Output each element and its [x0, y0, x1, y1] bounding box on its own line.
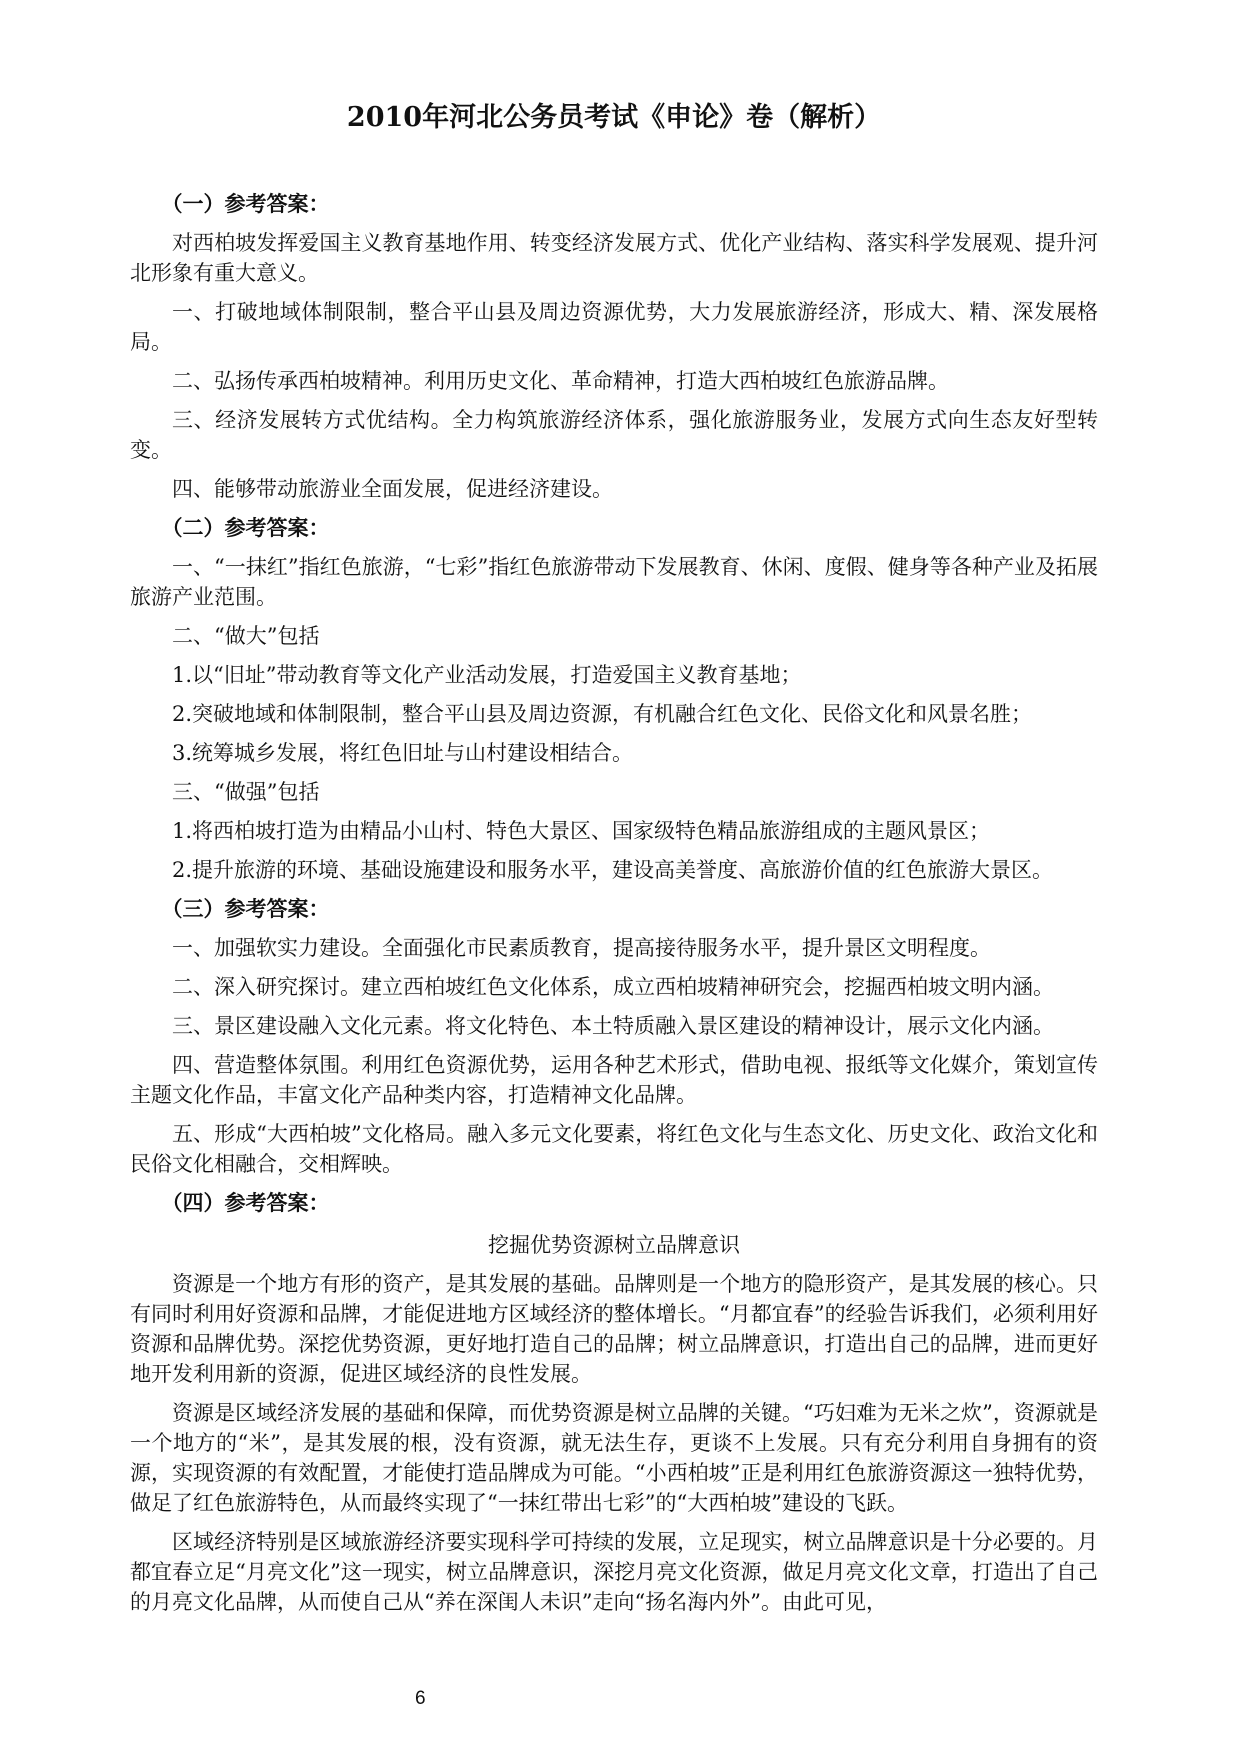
paragraph: 四、营造整体氛围。利用红色资源优势，运用各种艺术形式，借助电视、报纸等文化媒介，策划宣传主题文化作品，丰富文化产品种类内容，打造精神文化品牌。	[130, 1053, 1098, 1107]
paragraph: 资源是一个地方有形的资产，是其发展的基础。品牌则是一个地方的隐形资产，是其发展的核心。只有同时利用好资源和品牌，才能促进地方区域经济的整体增长。“月都宜春”的经验告诉我们，必须利用好资源和品牌优势。深挖优势资源，更好地打造自己的品牌；树立品牌意识，打造出自己的品牌，进而更好地开发利用新的资源，促进区域经济的良性发展。	[130, 1272, 1098, 1386]
section-heading: （二）参考答案：	[161, 515, 330, 540]
document-title: 2010年河北公务员考试《申论》卷（解析）	[346, 102, 882, 133]
paragraph: 对西柏坡发挥爱国主义教育基地作用、转变经济发展方式、优化产业结构、落实科学发展观、提升河北形象有重大意义。	[130, 231, 1098, 285]
paragraph: 1.将西柏坡打造为由精品小山村、特色大景区、国家级特色精品旅游组成的主题风景区；	[172, 819, 991, 843]
paragraph: 2.突破地域和体制限制，整合平山县及周边资源，有机融合红色文化、民俗文化和风景名胜；	[172, 702, 1033, 726]
page-number: 6	[415, 1688, 426, 1709]
paragraph: 五、形成“大西柏坡”文化格局。融入多元文化要素，将红色文化与生态文化、历史文化、政治文化和民俗文化相融合，交相辉映。	[130, 1122, 1098, 1176]
paragraph: 资源是区域经济发展的基础和保障，而优势资源是树立品牌的关键。“巧妇难为无米之炊”，资源就是一个地方的“米”，是其发展的根，没有资源，就无法生存，更谈不上发展。只有充分利用自身拥有的资源，实现资源的有效配置，才能使打造品牌成为可能。“小西柏坡”正是利用红色旅游资源这一独特优势，做足了红色旅游特色，从而最终实现了“一抹红带出七彩”的“大西柏坡”建设的飞跃。	[130, 1401, 1098, 1515]
paragraph: 三、景区建设融入文化元素。将文化特色、本土特质融入景区建设的精神设计，展示文化内涵。	[172, 1014, 1054, 1038]
paragraph: 二、弘扬传承西柏坡精神。利用历史文化、革命精神，打造大西柏坡红色旅游品牌。	[172, 369, 949, 393]
document-body	[130, 180, 1098, 1617]
paragraph: 2.提升旅游的环境、基础设施建设和服务水平，建设高美誉度、高旅游价值的红色旅游大景区。	[172, 858, 1054, 882]
section-heading: （一）参考答案：	[161, 191, 330, 216]
paragraph: 三、经济发展转方式优结构。全力构筑旅游经济体系，强化旅游服务业，发展方式向生态友好型转变。	[130, 408, 1098, 462]
paragraph: 3.统筹城乡发展，将红色旧址与山村建设相结合。	[172, 741, 634, 765]
essay-title: 挖掘优势资源树立品牌意识	[488, 1233, 740, 1257]
paragraph: 三、“做强”包括	[172, 780, 320, 804]
paragraph: 四、能够带动旅游业全面发展，促进经济建设。	[172, 477, 613, 501]
paragraph: 二、“做大”包括	[172, 624, 320, 648]
paragraph: 区域经济特别是区域旅游经济要实现科学可持续的发展，立足现实，树立品牌意识是十分必要的。月都宜春立足“月亮文化”这一现实，树立品牌意识，深挖月亮文化资源，做足月亮文化文章，打造出了自己的月亮文化品牌，从而使自己从“养在深闺人未识”走向“扬名海内外”。由此可见，	[130, 1530, 1098, 1614]
paragraph: 一、加强软实力建设。全面强化市民素质教育，提高接待服务水平，提升景区文明程度。	[172, 936, 991, 960]
paragraph: 1.以“旧址”带动教育等文化产业活动发展，打造爱国主义教育基地；	[172, 663, 802, 687]
paragraph: 一、打破地域体制限制，整合平山县及周边资源优势，大力发展旅游经济，形成大、精、深发展格局。	[130, 300, 1098, 354]
section-heading: （三）参考答案：	[161, 896, 330, 921]
section-heading: （四）参考答案：	[161, 1190, 330, 1215]
paragraph: 二、深入研究探讨。建立西柏坡红色文化体系，成立西柏坡精神研究会，挖掘西柏坡文明内涵。	[172, 975, 1054, 999]
paragraph: 一、“一抹红”指红色旅游，“七彩”指红色旅游带动下发展教育、休闲、度假、健身等各种产业及拓展旅游产业范围。	[130, 555, 1098, 609]
